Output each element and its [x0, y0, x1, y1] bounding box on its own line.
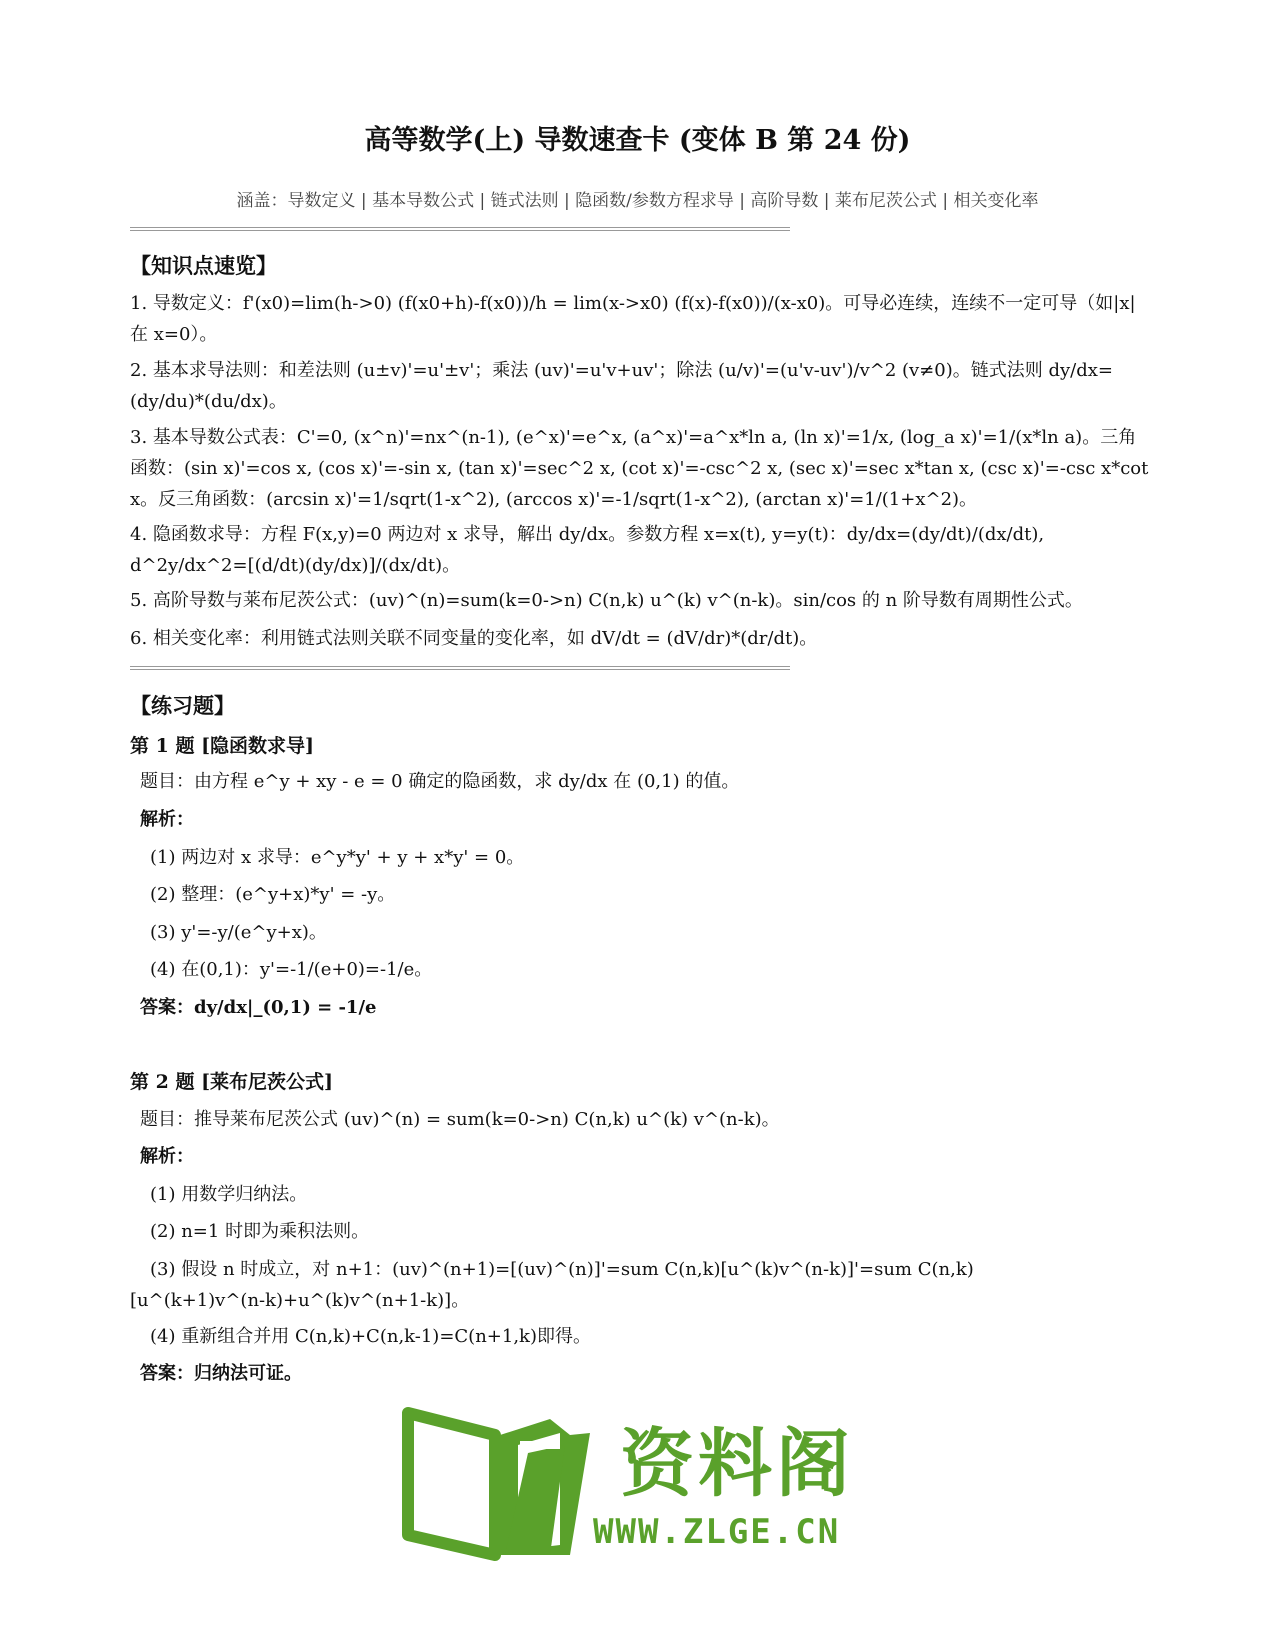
- page-subtitle: 涵盖：导数定义 | 基本导数公式 | 链式法则 | 隐函数/参数方程求导 | 高阶导数 | 莱布尼茨公式 | 相关变化率: [236, 191, 1039, 211]
- page-title: 高等数学(上) 导数速查卡 (变体 B 第 24 份): [364, 125, 911, 156]
- question-1-analysis-label: 解析：: [140, 809, 194, 830]
- question-2-analysis-label: 解析：: [140, 1146, 194, 1167]
- question-2-answer: 答案：归纳法可证。: [140, 1363, 302, 1384]
- knowledge-item: 5. 高阶导数与莱布尼茨公式：(uv)^(n)=sum(k=0->n) C(n,k) u^(k) v^(n-k)。sin/cos 的 n 阶导数有周期性公式。: [130, 590, 1083, 611]
- question-1-answer: 答案：dy/dx|_(0,1) = -1/e: [140, 997, 377, 1018]
- knowledge-item: 6. 相关变化率：利用链式法则关联不同变量的变化率，如 dV/dt = (dV/dr)*(dr/dt)。: [130, 628, 818, 649]
- divider-middle: [130, 661, 790, 681]
- knowledge-heading: 【知识点速览】: [130, 253, 277, 278]
- knowledge-item: 1. 导数定义：f'(x0)=lim(h->0) (f(x0+h)-f(x0))/h = lim(x->x0) (f(x)-f(x0))/(x-x0)。可导必连续，连续不一定可导（如|x|在 x=0）。: [130, 293, 1136, 345]
- question-1-text: 题目：由方程 e^y + xy - e = 0 确定的隐函数，求 dy/dx 在 (0,1) 的值。: [140, 771, 740, 792]
- watermark-url: WWW.ZLGE.CN: [593, 1512, 841, 1552]
- divider-top: [130, 222, 790, 242]
- question-1-step: (4) 在(0,1)：y'=-1/(e+0)=-1/e。: [150, 959, 433, 980]
- knowledge-item: 3. 基本导数公式表：C'=0, (x^n)'=nx^(n-1), (e^x)'=e^x, (a^x)'=a^x*ln a, (ln x)'=1/x, (log_a x)'=1/(x*ln a)。三角函数：(sin x)'=cos x, (cos x)'=-sin x, (tan x)'=sec^2 x, (cot x)'=-csc^2 x, (sec x)'=sec x*tan x, (csc x)'=-csc x*cot x。反三角函数：(arcsin x)'=1/sqrt(1-x^2), (arccos x)'=-1/sqrt(1-x^2), (arctan x)'=1/(1+x^2)。: [130, 427, 1149, 510]
- question-2-step: (2) n=1 时即为乘积法则。: [150, 1221, 370, 1242]
- question-2-text: 题目：推导莱布尼茨公式 (uv)^(n) = sum(k=0->n) C(n,k) u^(k) v^(n-k)。: [140, 1109, 780, 1130]
- question-1-step: (3) y'=-y/(e^y+x)。: [150, 922, 327, 943]
- question-1-step: (1) 两边对 x 求导：e^y*y' + y + x*y' = 0。: [150, 847, 525, 868]
- question-1-heading: 第 1 题 [隐函数求导]: [130, 735, 315, 757]
- question-2-step: (1) 用数学归纳法。: [150, 1184, 308, 1205]
- practice-heading: 【练习题】: [130, 693, 235, 718]
- question-2-step: (3) 假设 n 时成立，对 n+1：(uv)^(n+1)=[(uv)^(n)]'=sum C(n,k)[u^(k)v^(n-k)]'=sum C(n,k)[u^(k+1)v^(n-k)+u^(k)v^(n+1-k)]。: [130, 1259, 974, 1311]
- knowledge-item: 4. 隐函数求导：方程 F(x,y)=0 两边对 x 求导，解出 dy/dx。参数方程 x=x(t), y=y(t)：dy/dx=(dy/dt)/(dx/dt), d^2y/dx^2=[(d/dt)(dy/dx)]/(dx/dt)。: [130, 524, 1045, 576]
- watermark-name: 资料阁: [620, 1421, 854, 1507]
- knowledge-item: 2. 基本求导法则：和差法则 (u±v)'=u'±v'；乘法 (uv)'=u'v+uv'；除法 (u/v)'=(u'v-uv')/v^2 (v≠0)。链式法则 dy/dx=(dy/du)*(du/dx)。: [130, 360, 1113, 412]
- question-1-step: (2) 整理：(e^y+x)*y' = -y。: [150, 884, 396, 905]
- question-2-heading: 第 2 题 [莱布尼茨公式]: [130, 1071, 334, 1093]
- question-2-step: (4) 重新组合并用 C(n,k)+C(n,k-1)=C(n+1,k)即得。: [150, 1326, 591, 1347]
